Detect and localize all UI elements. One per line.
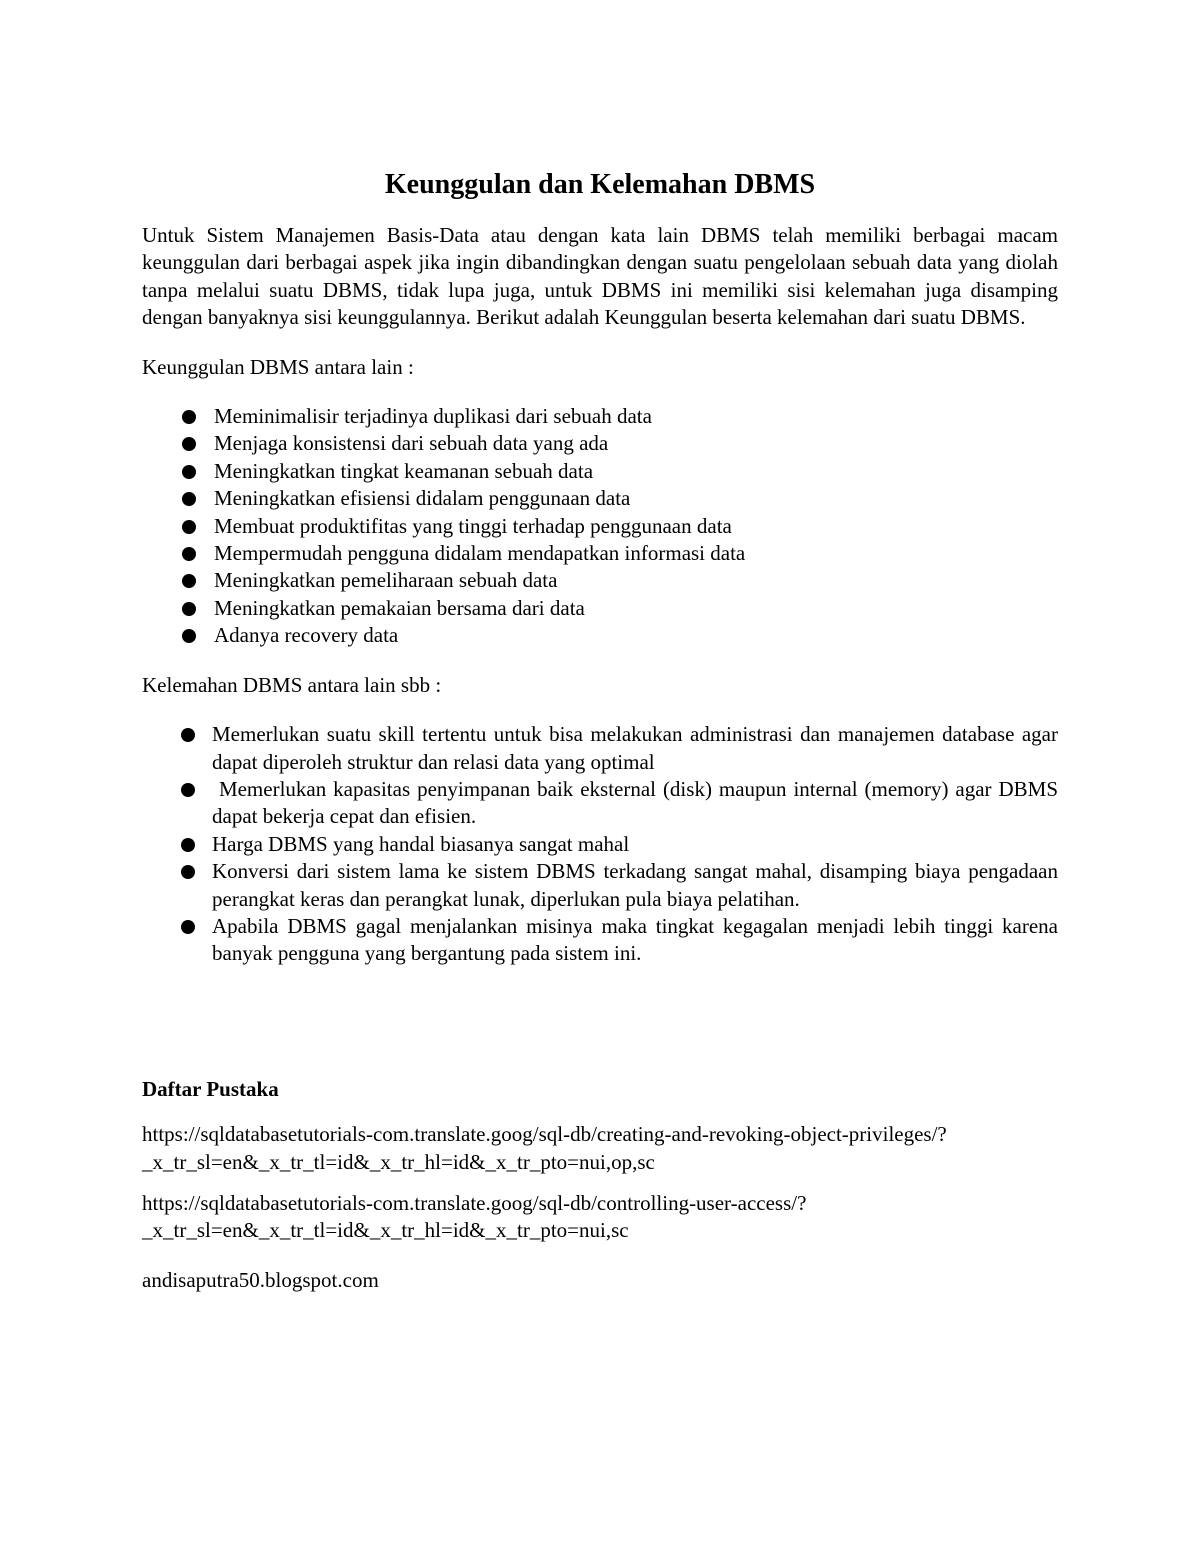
- bullet-icon: [182, 437, 196, 451]
- disadvantages-label: Kelemahan DBMS antara lain sbb :: [142, 672, 442, 697]
- bullet-icon: [181, 920, 195, 934]
- bullet-icon: [182, 574, 196, 588]
- list-item: Mempermudah pengguna didalam mendapatkan informasi data: [142, 540, 1058, 567]
- list-item: Memerlukan suatu skill tertentu untuk bisa melakukan administrasi dan manajemen database agar dapat diperoleh struktur dan relasi data yang optimal: [142, 721, 1058, 776]
- list-item: Memerlukan kapasitas penyimpanan baik eksternal (disk) maupun internal (memory) agar DBMS dapat bekerja cepat dan efisien.: [142, 776, 1058, 831]
- list-item: Meningkatkan pemeliharaan sebuah data: [142, 567, 1058, 594]
- list-item: Konversi dari sistem lama ke sistem DBMS terkadang sangat mahal, disamping biaya pengadaan perangkat keras dan perangkat lunak, diperlukan pula biaya pelatihan.: [142, 858, 1058, 913]
- bullet-icon: [181, 728, 195, 742]
- bullet-icon: [182, 602, 196, 616]
- list-item: Meningkatkan tingkat keamanan sebuah data: [142, 458, 1058, 485]
- document-title: Keunggulan dan Kelemahan DBMS: [384, 169, 816, 200]
- list-item: Meningkatkan pemakaian bersama dari data: [142, 595, 1058, 622]
- list-item: Menjaga konsistensi dari sebuah data yang ada: [142, 430, 1058, 457]
- advantages-label: Keunggulan DBMS antara lain :: [142, 354, 414, 379]
- reference-url-line: https://sqldatabasetutorials-com.translate.goog/sql-db/controlling-user-access/?: [142, 1190, 807, 1215]
- advantages-list: [142, 403, 1058, 650]
- bullet-icon: [182, 465, 196, 479]
- disadvantages-list: [142, 721, 1064, 968]
- bullet-icon: [182, 629, 196, 643]
- bullet-icon: [181, 865, 195, 879]
- reference-url-line: https://sqldatabasetutorials-com.translate.goog/sql-db/creating-and-revoking-object-privileges/?: [142, 1122, 947, 1147]
- document-page: [142, 168, 1064, 1294]
- list-item: Apabila DBMS gagal menjalankan misinya maka tingkat kegagalan menjadi lebih tinggi karena banyak pengguna yang bergantung pada sistem ini.: [142, 913, 1058, 968]
- bullet-icon: [182, 410, 196, 424]
- bullet-icon: [182, 492, 196, 506]
- blog-reference[interactable]: andisaputra50.blogspot.com: [142, 1267, 379, 1292]
- list-item: Meningkatkan efisiensi didalam penggunaan data: [142, 485, 1058, 512]
- list-item: Meminimalisir terjadinya duplikasi dari sebuah data: [142, 403, 1058, 430]
- list-item: Harga DBMS yang handal biasanya sangat mahal: [142, 831, 1058, 858]
- list-item: Membuat produktifitas yang tinggi terhadap penggunaan data: [142, 513, 1058, 540]
- references-heading: Daftar Pustaka: [142, 1076, 279, 1101]
- bullet-icon: [182, 547, 196, 561]
- intro-paragraph: Untuk Sistem Manajemen Basis-Data atau dengan kata lain DBMS telah memiliki berbagai macam keunggulan dari berbagai aspek jika ingin dibandingkan dengan suatu pengelolaan sebuah data yang diolah tanpa melalui suatu DBMS, tidak lupa juga, untuk DBMS ini memiliki sisi kelemahan juga disamping dengan banyaknya sisi keunggulannya. Berikut adalah Keunggulan beserta kelemahan dari suatu DBMS.: [142, 223, 1058, 330]
- reference-link[interactable]: [142, 1190, 1058, 1245]
- reference-link[interactable]: [142, 1121, 1058, 1176]
- reference-url-line: _x_tr_sl=en&_x_tr_tl=id&_x_tr_hl=id&_x_tr_pto=nui,sc: [142, 1218, 629, 1243]
- bullet-icon: [182, 520, 196, 534]
- reference-url-line: _x_tr_sl=en&_x_tr_tl=id&_x_tr_hl=id&_x_tr_pto=nui,op,sc: [142, 1149, 655, 1174]
- bullet-icon: [181, 783, 195, 797]
- bullet-icon: [181, 838, 195, 852]
- list-item: Adanya recovery data: [142, 622, 1058, 649]
